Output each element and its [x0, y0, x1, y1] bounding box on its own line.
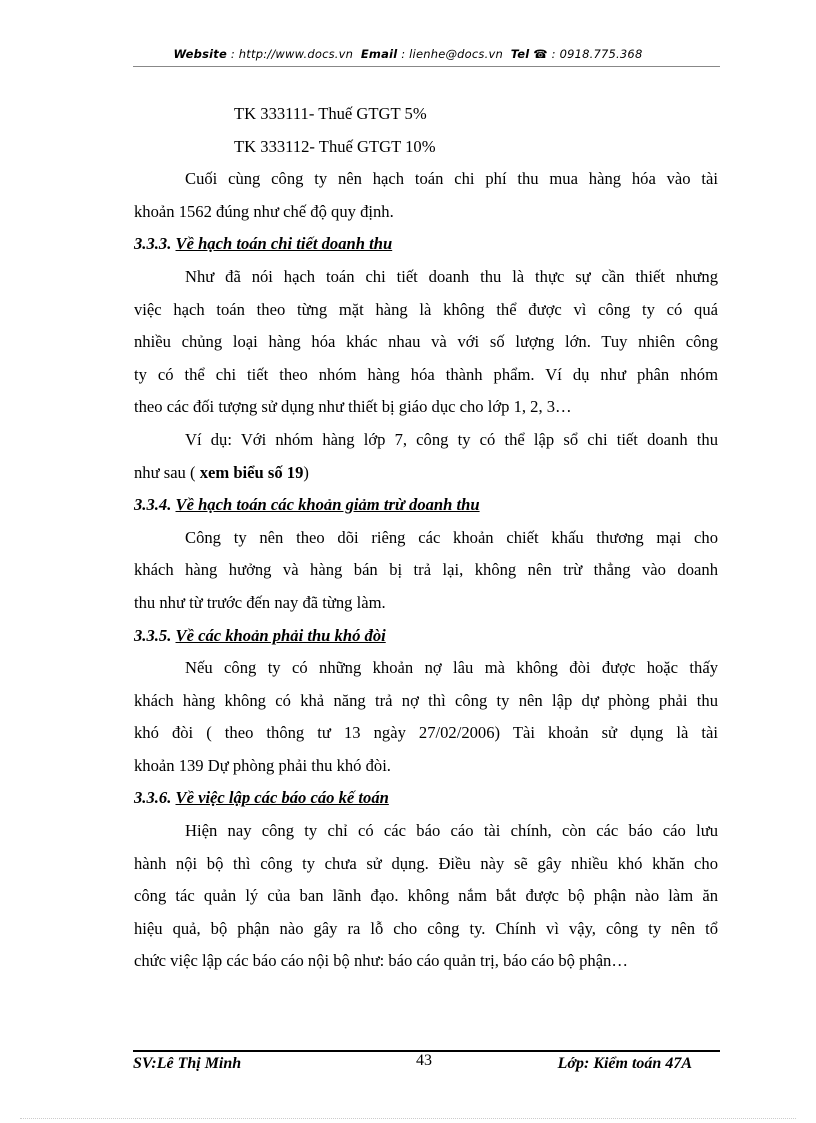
paragraph-line: việc hạch toán theo từng mặt hàng là không thể được vì công ty có quá	[134, 299, 718, 319]
section-title: Về các khoản phải thu khó đòi	[175, 625, 386, 645]
page-number: 43	[416, 1052, 432, 1069]
website-label: Website	[173, 47, 227, 61]
paragraph-line: hành nội bộ thì công ty chưa sử dụng. Điều này sẽ gây nhiều khó khăn cho	[134, 853, 718, 873]
website-value[interactable]: : http://www.docs.vn	[230, 47, 354, 61]
paragraph-line: hiệu quả, bộ phận nào gây ra lỗ cho công ty. Chính vì vậy, công ty nên tổ	[134, 918, 718, 938]
appendix-reference: xem biểu số 19	[199, 462, 304, 482]
section-heading-3-3-5	[134, 620, 718, 653]
paragraph-line: Công ty nên theo dõi riêng các khoản chiết khấu thương mại cho	[185, 527, 718, 547]
paragraph-line: Như đã nói hạch toán chi tiết doanh thu là thực sự cần thiết nhưng	[185, 266, 718, 286]
page-header	[0, 47, 816, 61]
paragraph-line: Nếu công ty có những khoản nợ lâu mà không đòi được hoặc thấy	[185, 658, 718, 678]
paragraph-line: khách hàng hưởng và hàng bán bị trả lại, không nên trừ thẳng vào doanh	[134, 560, 718, 580]
paragraph-line: nhiều chủng loại hàng hóa khác nhau và với số lượng lớn. Tuy nhiên công	[134, 332, 718, 352]
tel-label: Tel	[510, 47, 530, 61]
section-number: 3.3.3.	[134, 234, 172, 254]
section-title: Về hạch toán các khoản giảm trừ doanh thu	[175, 495, 480, 515]
section-heading-3-3-3	[134, 228, 718, 261]
paragraph-line: khách hàng không có khả năng trả nợ thì công ty nên lập dự phòng phải thu	[134, 690, 718, 710]
paragraph-line: chức việc lập các báo cáo nội bộ như: báo cáo quản trị, báo cáo bộ phận…	[134, 951, 628, 971]
email-value[interactable]: : lienhe@docs.vn	[401, 47, 503, 61]
paragraph-line: khoản 1562 đúng như chế độ quy định.	[134, 201, 394, 221]
paragraph-line: thu như từ trước đến nay đã từng làm.	[134, 592, 386, 612]
text-run: )	[303, 462, 309, 482]
section-heading-3-3-4	[134, 489, 718, 522]
account-line-333111: TK 333111- Thuế GTGT 5%	[234, 104, 427, 123]
phone-icon: ☎	[533, 47, 548, 61]
page-bottom-border	[20, 1118, 796, 1119]
paragraph-line: ty có thể chi tiết theo nhóm hàng hóa thành phẩm. Ví dụ như phân nhóm	[134, 364, 718, 384]
header-divider	[133, 66, 720, 67]
paragraph-line: công tác quản lý của ban lãnh đạo. không nắm bắt được bộ phận nào làm ăn	[134, 886, 718, 906]
student-name: SV:Lê Thị Minh	[133, 1055, 242, 1072]
section-title: Về hạch toán chi tiết doanh thu	[175, 234, 393, 254]
paragraph-line: theo các đối tượng sử dụng như thiết bị giáo dục cho lớp 1, 2, 3…	[134, 397, 572, 417]
paragraph-line: Hiện nay công ty chỉ có các báo cáo tài chính, còn các báo cáo lưu	[185, 821, 718, 841]
section-number: 3.3.5.	[134, 625, 172, 645]
paragraph-line: khoản 139 Dự phòng phải thu khó đòi.	[134, 755, 391, 775]
account-line-333112: TK 333112- Thuế GTGT 10%	[234, 136, 436, 156]
paragraph-line: Cuối cùng công ty nên hạch toán chi phí thu mua hàng hóa vào tài	[185, 169, 718, 189]
document-body	[134, 98, 718, 978]
email-label: Email	[360, 47, 398, 61]
section-heading-3-3-6	[134, 782, 718, 815]
paragraph-line: khó đòi ( theo thông tư 13 ngày 27/02/2006) Tài khoản sử dụng là tài	[134, 723, 718, 743]
section-title: Về việc lập các báo cáo kế toán	[175, 788, 389, 808]
tel-value: : 0918.775.368	[551, 47, 643, 61]
paragraph-line: Ví dụ: Với nhóm hàng lớp 7, công ty có thể lập sổ chi tiết doanh thu	[185, 429, 718, 449]
paragraph-line	[134, 457, 718, 490]
section-number: 3.3.4.	[134, 495, 172, 515]
class-name: Lớp: Kiểm toán 47A	[557, 1055, 692, 1072]
text-run: như sau (	[134, 462, 200, 482]
section-number: 3.3.6.	[134, 788, 172, 808]
page-footer	[133, 1052, 720, 1076]
